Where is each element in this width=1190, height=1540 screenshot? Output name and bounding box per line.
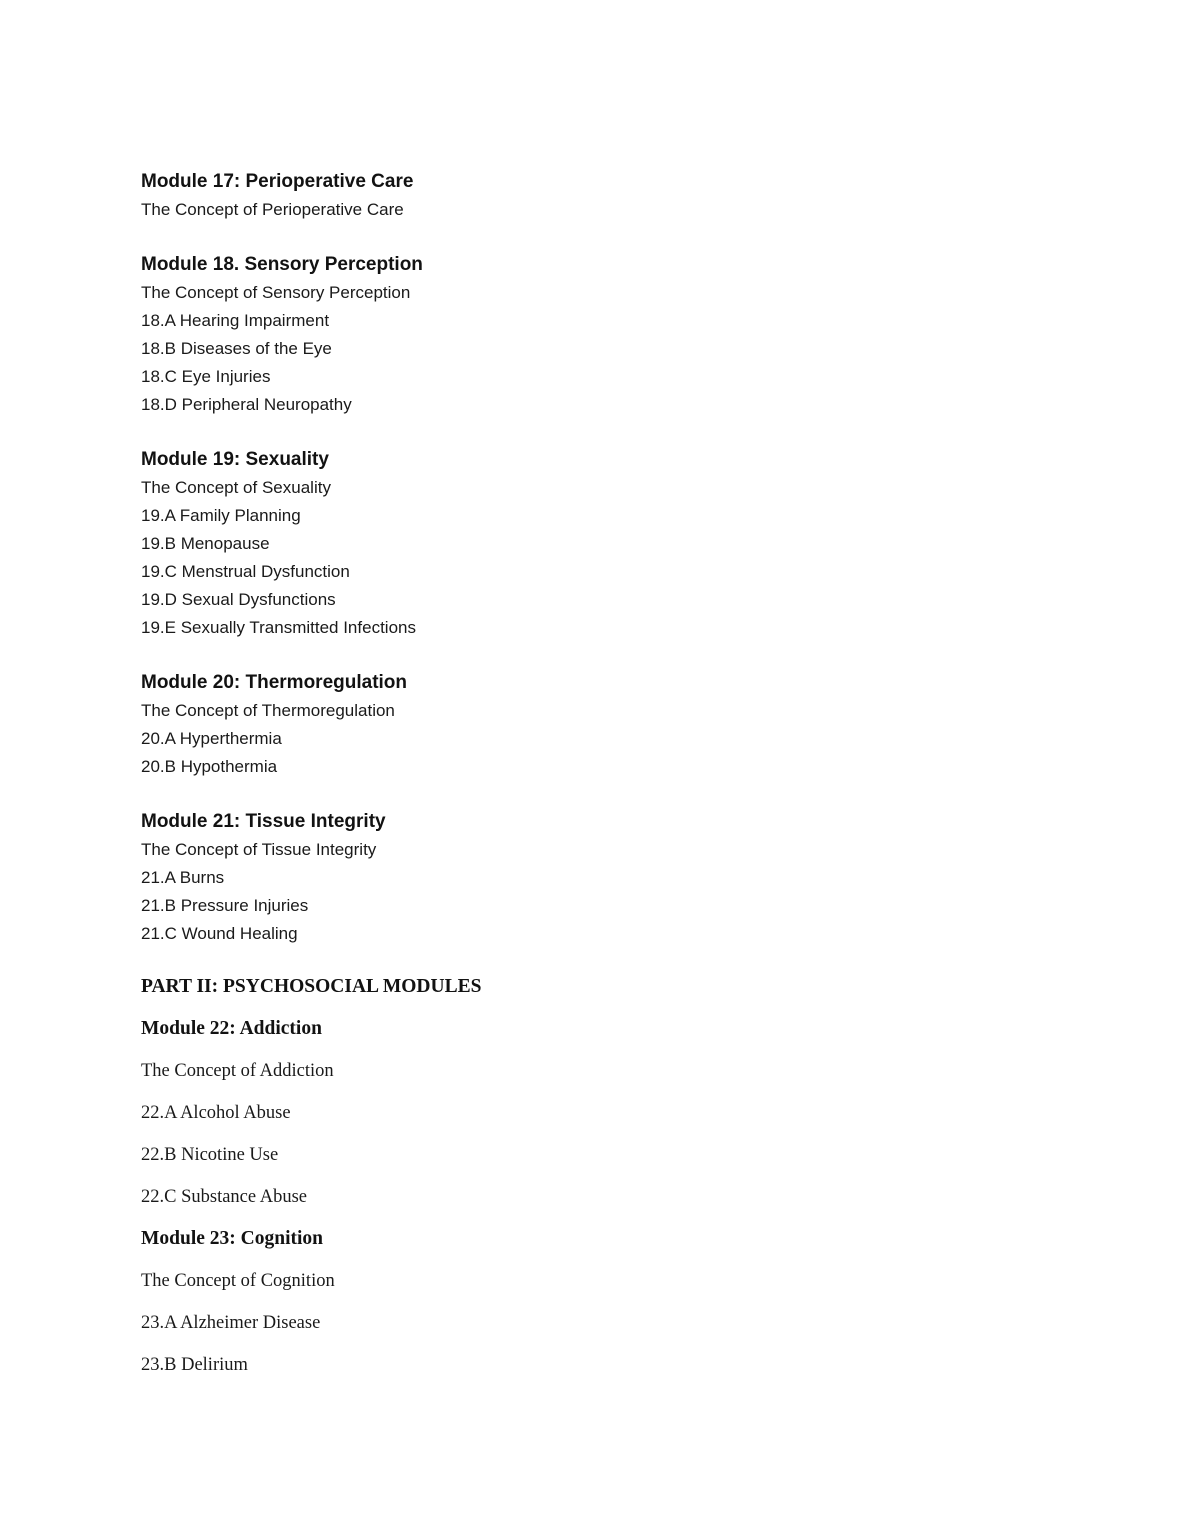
toc-entry: 19.B Menopause bbox=[141, 534, 270, 553]
toc-entry: 21.C Wound Healing bbox=[141, 924, 298, 943]
section-heading: PART II: PSYCHOSOCIAL MODULES bbox=[141, 976, 482, 997]
toc-entry: The Concept of Tissue Integrity bbox=[141, 840, 377, 859]
document-content bbox=[141, 168, 1070, 1377]
toc-entry: 23.A Alzheimer Disease bbox=[141, 1313, 321, 1333]
section-heading: Module 23: Cognition bbox=[141, 1228, 324, 1249]
section-heading: Module 22: Addiction bbox=[141, 1018, 322, 1039]
toc-entry: 19.D Sexual Dysfunctions bbox=[141, 590, 336, 609]
toc-entry: 18.A Hearing Impairment bbox=[141, 311, 330, 330]
toc-entry: 18.B Diseases of the Eye bbox=[141, 339, 332, 358]
toc-entry: 21.A Burns bbox=[141, 868, 225, 887]
toc-entry: 18.D Peripheral Neuropathy bbox=[141, 395, 352, 414]
section-heading: Module 21: Tissue Integrity bbox=[141, 811, 386, 832]
toc-entry: 20.B Hypothermia bbox=[141, 757, 278, 776]
toc-entry: 22.C Substance Abuse bbox=[141, 1187, 307, 1207]
toc-entry: The Concept of Sexuality bbox=[141, 478, 331, 497]
section-heading: Module 20: Thermoregulation bbox=[141, 672, 408, 693]
section-heading: Module 17: Perioperative Care bbox=[141, 171, 414, 192]
toc-entry: 18.C Eye Injuries bbox=[141, 367, 271, 386]
toc-entry: The Concept of Cognition bbox=[141, 1271, 335, 1291]
toc-section bbox=[141, 975, 1070, 999]
toc-section bbox=[141, 1227, 1070, 1377]
toc-entry: 22.B Nicotine Use bbox=[141, 1145, 279, 1165]
section-heading: Module 18. Sensory Perception bbox=[141, 254, 423, 275]
toc-entry: The Concept of Perioperative Care bbox=[141, 200, 404, 219]
toc-section bbox=[141, 168, 1070, 224]
toc-section bbox=[141, 251, 1070, 419]
toc-section bbox=[141, 1017, 1070, 1209]
toc-entry: 19.A Family Planning bbox=[141, 506, 301, 525]
toc-entry: 19.E Sexually Transmitted Infections bbox=[141, 618, 416, 637]
toc-entry: The Concept of Addiction bbox=[141, 1061, 334, 1081]
section-heading: Module 19: Sexuality bbox=[141, 449, 329, 470]
toc-entry: The Concept of Sensory Perception bbox=[141, 283, 411, 302]
toc-entry: 23.B Delirium bbox=[141, 1355, 248, 1375]
toc-entry: 20.A Hyperthermia bbox=[141, 729, 282, 748]
toc-section bbox=[141, 446, 1070, 642]
toc-entry: 21.B Pressure Injuries bbox=[141, 896, 309, 915]
toc-entry: The Concept of Thermoregulation bbox=[141, 701, 395, 720]
toc-section bbox=[141, 669, 1070, 781]
toc-entry: 19.C Menstrual Dysfunction bbox=[141, 562, 350, 581]
toc-entry: 22.A Alcohol Abuse bbox=[141, 1103, 291, 1123]
toc-section bbox=[141, 808, 1070, 948]
